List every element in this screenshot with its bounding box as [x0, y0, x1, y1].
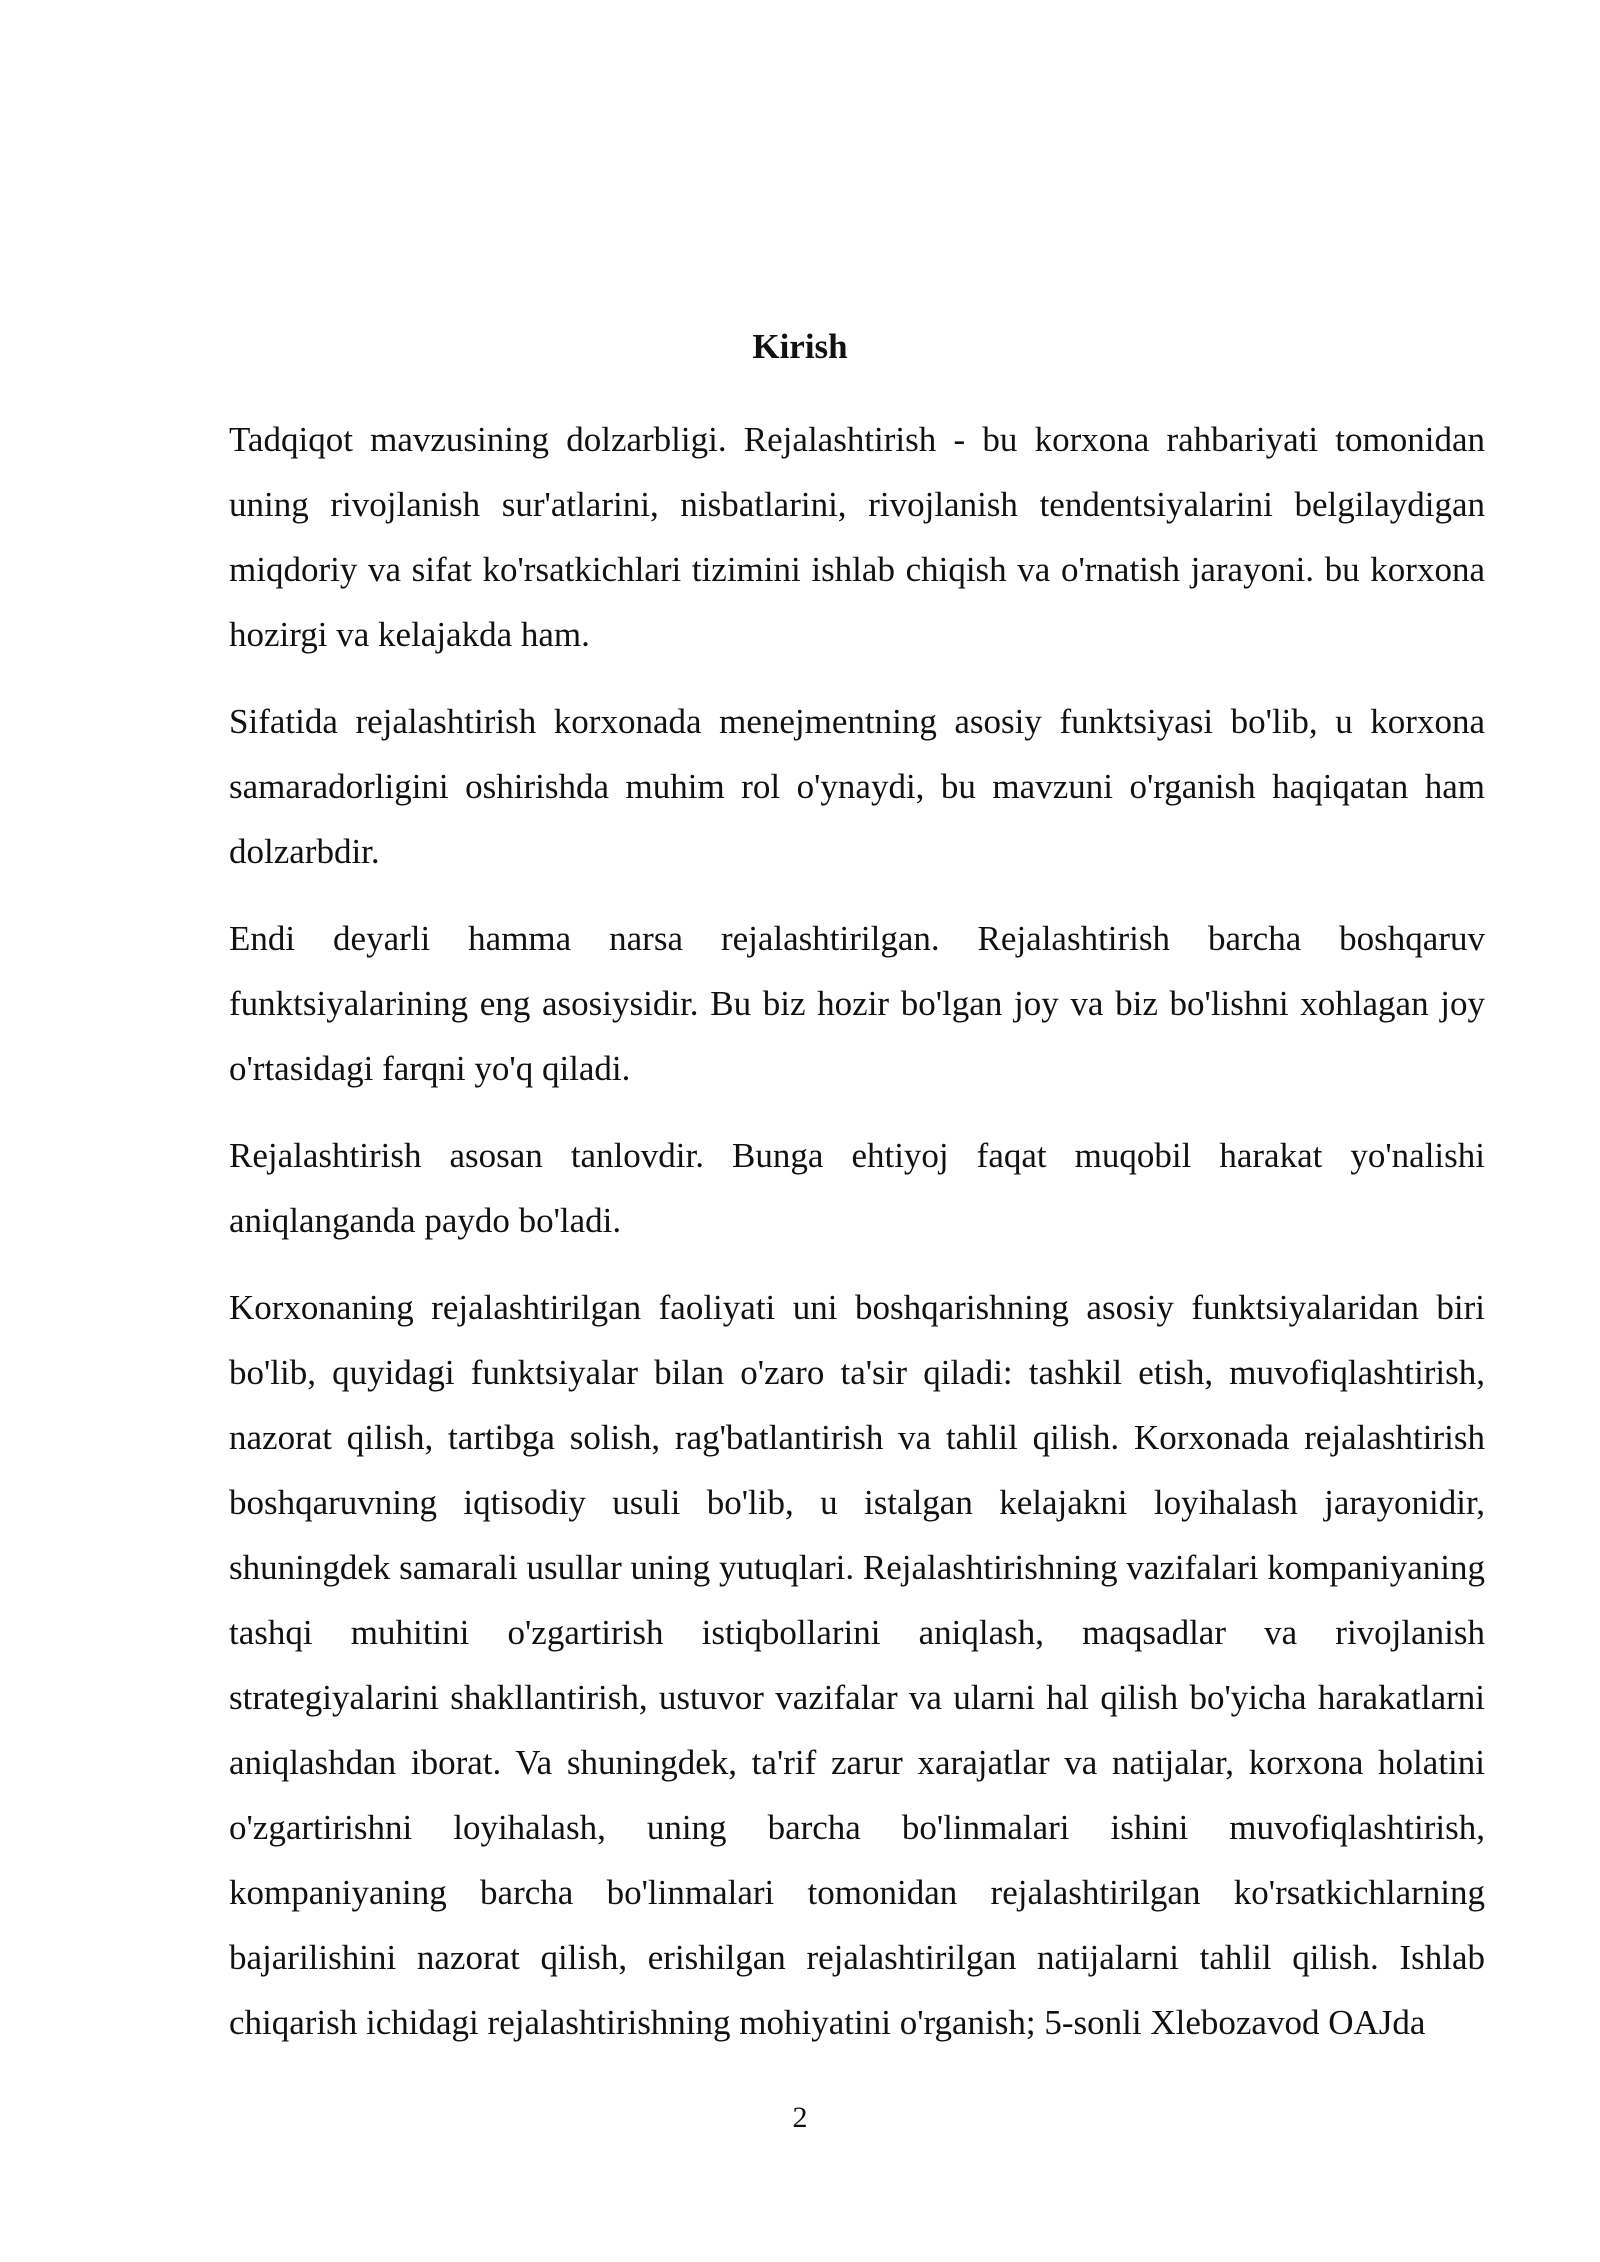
paragraph-planning-everything: Endi deyarli hamma narsa rejalashtirilgan. Rejalashtirish barcha boshqaruv funktsiyalarining eng asosiysidir. Bu biz hozir bo'lgan joy va biz bo'lishni xohlagan joy o'rtasidagi farqni yo'q qiladi.	[229, 919, 1485, 1088]
page-number: 2	[792, 2101, 808, 2134]
body-text	[229, 407, 1485, 2077]
paragraph-planning-choice: Rejalashtirish asosan tanlovdir. Bunga ehtiyoj faqat muqobil harakat yo'nalishi aniqlanganda paydo bo'ladi.	[229, 1136, 1485, 1240]
paragraph-planned-activity: Korxonaning rejalashtirilgan faoliyati uni boshqarishning asosiy funktsiyalaridan biri bo'lib, quyidagi funktsiyalar bilan o'zaro ta'sir qiladi: tashkil etish, muvofiqlashtirish, nazorat qilish, tartibga solish, rag'batlantirish va tahlil qilish. Korxonada rejalashtirish boshqaruvning iqtisodiy usuli bo'lib, u istalgan kelajakni loyihalash jarayonidir, shuningdek samarali usullar uning yutuqlari. Rejalashtirishning vazifalari kompaniyaning tashqi muhitini o'zgartirish istiqbollarini aniqlash, maqsadlar va rivojlanish strategiyalarini shakllantirish, ustuvor vazifalar va ularni hal qilish bo'yicha harakatlarni aniqlashdan iborat. Va shuningdek, ta'rif zarur xarajatlar va natijalar, korxona holatini o'zgartirishni loyihalash, uning barcha bo'linmalari ishini muvofiqlashtirish, kompaniyaning barcha bo'linmalari tomonidan rejalashtirilgan ko'rsatkichlarning bajarilishini nazorat qilish, erishilgan rejalashtirilgan natijalarni tahlil qilish. Ishlab chiqarish ichidagi rejalashtirishning mohiyatini o'rganish; 5-sonli Xlebozavod OAJda	[229, 1288, 1485, 2042]
paragraph-relevance: Tadqiqot mavzusining dolzarbligi. Rejalashtirish - bu korxona rahbariyati tomonidan uning rivojlanish sur'atlarini, nisbatlarini, rivojlanish tendentsiyalarini belgilaydigan miqdoriy va sifat ko'rsatkichlari tizimini ishlab chiqish va o'rnatish jarayoni. bu korxona hozirgi va kelajakda ham.	[229, 420, 1485, 654]
section-heading: Kirish	[752, 327, 848, 366]
paragraph-management-function: Sifatida rejalashtirish korxonada menejmentning asosiy funktsiyasi bo'lib, u korxona samaradorligini oshirishda muhim rol o'ynaydi, bu mavzuni o'rganish haqiqatan ham dolzarbdir.	[229, 702, 1485, 871]
